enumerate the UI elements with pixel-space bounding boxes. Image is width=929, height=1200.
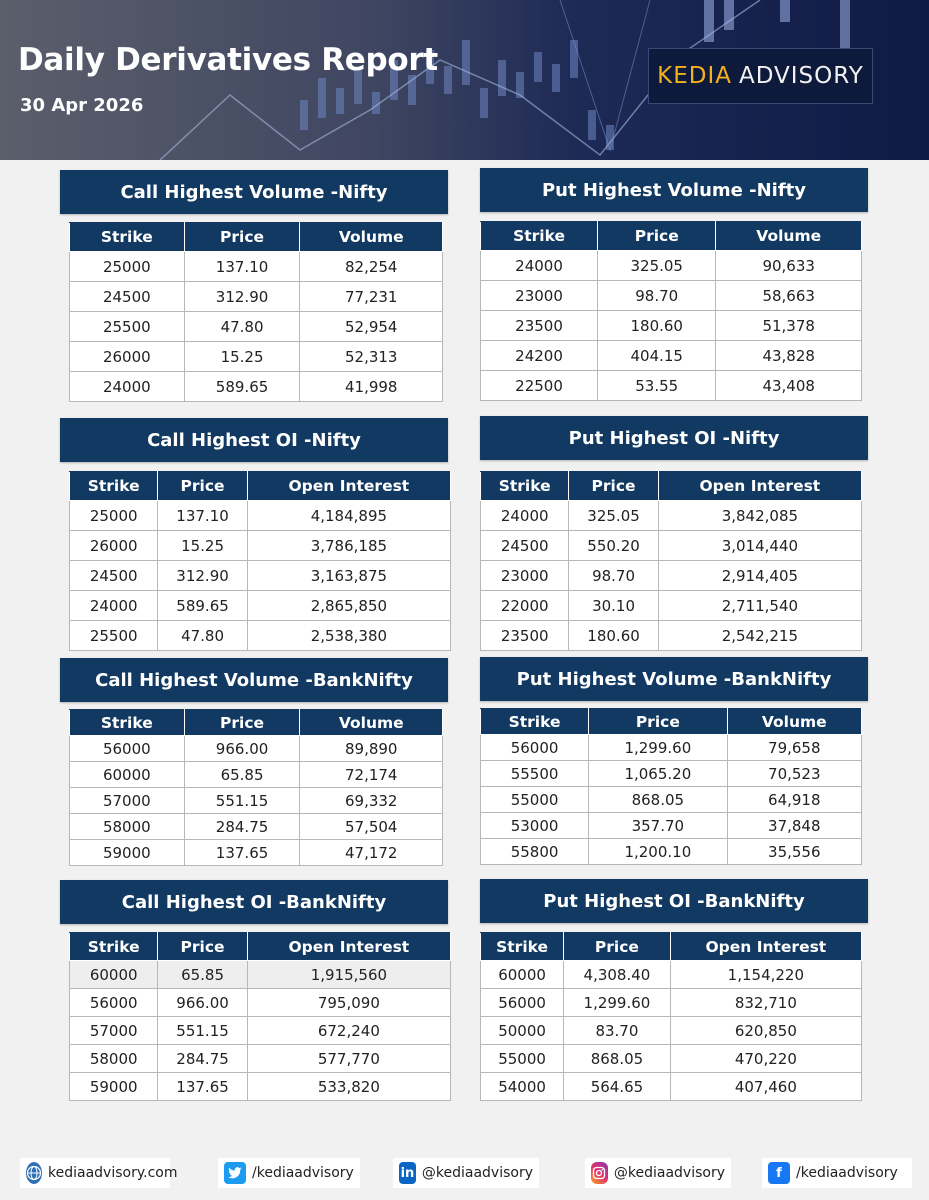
cell-strike: 54000 (481, 1073, 564, 1101)
cell-volume: 52,954 (300, 312, 443, 342)
table-row (481, 1017, 862, 1045)
section-title: Put Highest OI -Nifty (480, 416, 868, 460)
table-row (70, 840, 443, 866)
table-row (70, 591, 451, 621)
data-table (69, 709, 443, 866)
data-table (480, 708, 862, 865)
cell-price: 98.70 (569, 561, 658, 591)
instagram-icon (591, 1162, 608, 1184)
table-row (481, 761, 862, 787)
table-row (70, 342, 443, 372)
col-header: Strike (481, 222, 598, 251)
col-header: Price (589, 709, 727, 735)
table-row (70, 561, 451, 591)
cell-price: 284.75 (184, 814, 300, 840)
table-row (70, 501, 451, 531)
cell-strike: 55000 (481, 1045, 564, 1073)
table-row (481, 311, 862, 341)
cell-volume: 89,890 (300, 736, 443, 762)
cell-price: 312.90 (184, 282, 300, 312)
table-row (70, 989, 451, 1017)
cell-volume: 64,918 (727, 787, 861, 813)
cell-strike: 57000 (70, 788, 185, 814)
section-title: Call Highest Volume -Nifty (60, 170, 448, 214)
cell-open-interest: 407,460 (670, 1073, 861, 1101)
footer-website-text: kediaadvisory.com (48, 1165, 178, 1181)
cell-strike: 22500 (481, 371, 598, 401)
header-banner (0, 0, 929, 160)
table-row (481, 281, 862, 311)
col-header: Price (158, 933, 247, 961)
table-row (481, 371, 862, 401)
footer-instagram-link[interactable] (585, 1158, 731, 1188)
cell-open-interest: 672,240 (247, 1017, 450, 1045)
cell-strike: 24200 (481, 341, 598, 371)
table-row (70, 1045, 451, 1073)
cell-price: 312.90 (158, 561, 247, 591)
table-row (70, 788, 443, 814)
col-header: Strike (481, 709, 589, 735)
cell-strike: 60000 (481, 961, 564, 989)
cell-price: 65.85 (158, 961, 247, 989)
cell-strike: 57000 (70, 1017, 158, 1045)
cell-volume: 69,332 (300, 788, 443, 814)
cell-strike: 60000 (70, 961, 158, 989)
cell-price: 550.20 (569, 531, 658, 561)
col-header: Price (569, 472, 658, 501)
cell-strike: 22000 (481, 591, 569, 621)
cell-price: 551.15 (184, 788, 300, 814)
report-date: 30 Apr 2026 (20, 95, 144, 116)
cell-open-interest: 3,014,440 (658, 531, 861, 561)
footer-instagram-text: @kediaadvisory (613, 1165, 725, 1181)
cell-open-interest: 577,770 (247, 1045, 450, 1073)
cell-volume: 79,658 (727, 735, 861, 761)
cell-volume: 35,556 (727, 839, 861, 865)
footer-twitter-text: /kediaadvisory (252, 1165, 354, 1181)
cell-price: 325.05 (598, 251, 716, 281)
cell-volume: 43,408 (716, 371, 862, 401)
cell-open-interest: 533,820 (247, 1073, 450, 1101)
table-row (481, 341, 862, 371)
cell-volume: 41,998 (300, 372, 443, 402)
cell-price: 47.80 (158, 621, 247, 651)
col-header: Volume (300, 710, 443, 736)
cell-price: 551.15 (158, 1017, 247, 1045)
table-row (481, 1073, 862, 1101)
table-row (70, 252, 443, 282)
report-title: Daily Derivatives Report (18, 42, 438, 78)
cell-open-interest: 2,711,540 (658, 591, 861, 621)
cell-volume: 58,663 (716, 281, 862, 311)
cell-price: 15.25 (184, 342, 300, 372)
cell-price: 137.10 (158, 501, 247, 531)
cell-strike: 59000 (70, 1073, 158, 1101)
data-table (69, 471, 451, 651)
cell-strike: 23000 (481, 561, 569, 591)
col-header: Volume (727, 709, 861, 735)
cell-strike: 55000 (481, 787, 589, 813)
footer-facebook-link[interactable] (762, 1158, 912, 1188)
kedia-advisory-logo (648, 48, 873, 104)
cell-price: 180.60 (569, 621, 658, 651)
cell-price: 868.05 (589, 787, 727, 813)
section-title: Call Highest OI -BankNifty (60, 880, 448, 924)
cell-price: 1,299.60 (589, 735, 727, 761)
cell-open-interest: 832,710 (670, 989, 861, 1017)
cell-open-interest: 2,542,215 (658, 621, 861, 651)
col-header: Open Interest (658, 472, 861, 501)
section-title: Put Highest Volume -BankNifty (480, 657, 868, 701)
cell-price: 966.00 (184, 736, 300, 762)
cell-price: 137.10 (184, 252, 300, 282)
table-row (481, 961, 862, 989)
section-title: Call Highest Volume -BankNifty (60, 658, 448, 702)
cell-price: 83.70 (564, 1017, 671, 1045)
cell-open-interest: 2,914,405 (658, 561, 861, 591)
section-title: Put Highest OI -BankNifty (480, 879, 868, 923)
col-header: Price (158, 472, 247, 501)
col-header: Strike (70, 223, 185, 252)
cell-price: 65.85 (184, 762, 300, 788)
cell-price: 137.65 (184, 840, 300, 866)
twitter-icon (224, 1162, 246, 1184)
col-header: Price (184, 710, 300, 736)
cell-strike: 58000 (70, 814, 185, 840)
col-header: Price (598, 222, 716, 251)
cell-volume: 90,633 (716, 251, 862, 281)
cell-price: 1,299.60 (564, 989, 671, 1017)
data-table (69, 932, 451, 1101)
col-header: Volume (716, 222, 862, 251)
footer-linkedin-text: @kediaadvisory (421, 1165, 533, 1181)
footer-website-link[interactable] (20, 1158, 178, 1188)
cell-strike: 23000 (481, 281, 598, 311)
table-row (481, 1045, 862, 1073)
col-header: Price (564, 933, 671, 961)
cell-volume: 72,174 (300, 762, 443, 788)
cell-price: 47.80 (184, 312, 300, 342)
col-header: Open Interest (247, 472, 450, 501)
cell-volume: 70,523 (727, 761, 861, 787)
cell-strike: 24000 (481, 501, 569, 531)
section-title: Call Highest OI -Nifty (60, 418, 448, 462)
cell-strike: 23500 (481, 311, 598, 341)
cell-open-interest: 620,850 (670, 1017, 861, 1045)
logo-sub: ADVISORY (739, 63, 864, 89)
cell-strike: 25000 (70, 501, 158, 531)
cell-open-interest: 1,915,560 (247, 961, 450, 989)
linkedin-icon: in (399, 1162, 416, 1184)
cell-price: 53.55 (598, 371, 716, 401)
cell-volume: 47,172 (300, 840, 443, 866)
cell-strike: 25000 (70, 252, 185, 282)
data-table (480, 932, 862, 1101)
logo-brand: KEDIA (657, 63, 732, 89)
cell-strike: 59000 (70, 840, 185, 866)
facebook-icon: f (768, 1162, 790, 1184)
cell-strike: 24500 (70, 561, 158, 591)
col-header: Strike (70, 933, 158, 961)
cell-strike: 55800 (481, 839, 589, 865)
footer-linkedin-link[interactable] (393, 1158, 539, 1188)
cell-strike: 50000 (481, 1017, 564, 1045)
cell-strike: 25500 (70, 312, 185, 342)
table-row (70, 762, 443, 788)
table-row (70, 814, 443, 840)
cell-open-interest: 3,163,875 (247, 561, 450, 591)
cell-price: 15.25 (158, 531, 247, 561)
table-row (481, 735, 862, 761)
col-header: Volume (300, 223, 443, 252)
cell-price: 30.10 (569, 591, 658, 621)
table-row (481, 813, 862, 839)
table-row (481, 561, 862, 591)
cell-price: 284.75 (158, 1045, 247, 1073)
table-row (481, 787, 862, 813)
table-row (70, 736, 443, 762)
cell-volume: 43,828 (716, 341, 862, 371)
footer-facebook-text: /kediaadvisory (796, 1165, 898, 1181)
cell-price: 589.65 (184, 372, 300, 402)
cell-strike: 53000 (481, 813, 589, 839)
cell-price: 325.05 (569, 501, 658, 531)
cell-price: 564.65 (564, 1073, 671, 1101)
cell-open-interest: 3,842,085 (658, 501, 861, 531)
cell-strike: 24000 (70, 372, 185, 402)
cell-strike: 56000 (481, 989, 564, 1017)
cell-price: 137.65 (158, 1073, 247, 1101)
table-row (481, 531, 862, 561)
col-header: Strike (70, 710, 185, 736)
data-table (69, 222, 443, 402)
col-header: Price (184, 223, 300, 252)
cell-volume: 52,313 (300, 342, 443, 372)
table-row (70, 372, 443, 402)
table-row (70, 1073, 451, 1101)
table-row (481, 839, 862, 865)
cell-price: 966.00 (158, 989, 247, 1017)
col-header: Open Interest (247, 933, 450, 961)
col-header: Strike (70, 472, 158, 501)
cell-strike: 58000 (70, 1045, 158, 1073)
cell-price: 589.65 (158, 591, 247, 621)
cell-volume: 82,254 (300, 252, 443, 282)
cell-price: 98.70 (598, 281, 716, 311)
table-row (70, 961, 451, 989)
cell-price: 868.05 (564, 1045, 671, 1073)
table-row (70, 621, 451, 651)
cell-price: 4,308.40 (564, 961, 671, 989)
cell-strike: 24000 (70, 591, 158, 621)
cell-strike: 24000 (481, 251, 598, 281)
cell-open-interest: 795,090 (247, 989, 450, 1017)
cell-price: 1,200.10 (589, 839, 727, 865)
cell-volume: 37,848 (727, 813, 861, 839)
cell-volume: 57,504 (300, 814, 443, 840)
cell-strike: 56000 (70, 989, 158, 1017)
col-header: Open Interest (670, 933, 861, 961)
cell-open-interest: 2,538,380 (247, 621, 450, 651)
cell-strike: 56000 (481, 735, 589, 761)
cell-strike: 24500 (70, 282, 185, 312)
table-row (481, 251, 862, 281)
cell-volume: 77,231 (300, 282, 443, 312)
cell-open-interest: 4,184,895 (247, 501, 450, 531)
table-row (70, 312, 443, 342)
col-header: Strike (481, 472, 569, 501)
table-row (70, 1017, 451, 1045)
col-header: Strike (481, 933, 564, 961)
table-row (481, 591, 862, 621)
section-title: Put Highest Volume -Nifty (480, 168, 868, 212)
cell-open-interest: 3,786,185 (247, 531, 450, 561)
table-row (70, 282, 443, 312)
cell-price: 357.70 (589, 813, 727, 839)
cell-strike: 26000 (70, 342, 185, 372)
table-row (481, 989, 862, 1017)
cell-price: 404.15 (598, 341, 716, 371)
globe-icon (26, 1162, 42, 1184)
table-row (70, 531, 451, 561)
cell-price: 1,065.20 (589, 761, 727, 787)
cell-strike: 24500 (481, 531, 569, 561)
footer-twitter-link[interactable] (218, 1158, 360, 1188)
cell-strike: 60000 (70, 762, 185, 788)
cell-strike: 23500 (481, 621, 569, 651)
cell-strike: 56000 (70, 736, 185, 762)
cell-open-interest: 470,220 (670, 1045, 861, 1073)
cell-strike: 25500 (70, 621, 158, 651)
table-row (481, 621, 862, 651)
cell-volume: 51,378 (716, 311, 862, 341)
cell-strike: 55500 (481, 761, 589, 787)
data-table (480, 221, 862, 401)
table-row (481, 501, 862, 531)
data-table (480, 471, 862, 651)
cell-open-interest: 1,154,220 (670, 961, 861, 989)
cell-open-interest: 2,865,850 (247, 591, 450, 621)
cell-price: 180.60 (598, 311, 716, 341)
cell-strike: 26000 (70, 531, 158, 561)
